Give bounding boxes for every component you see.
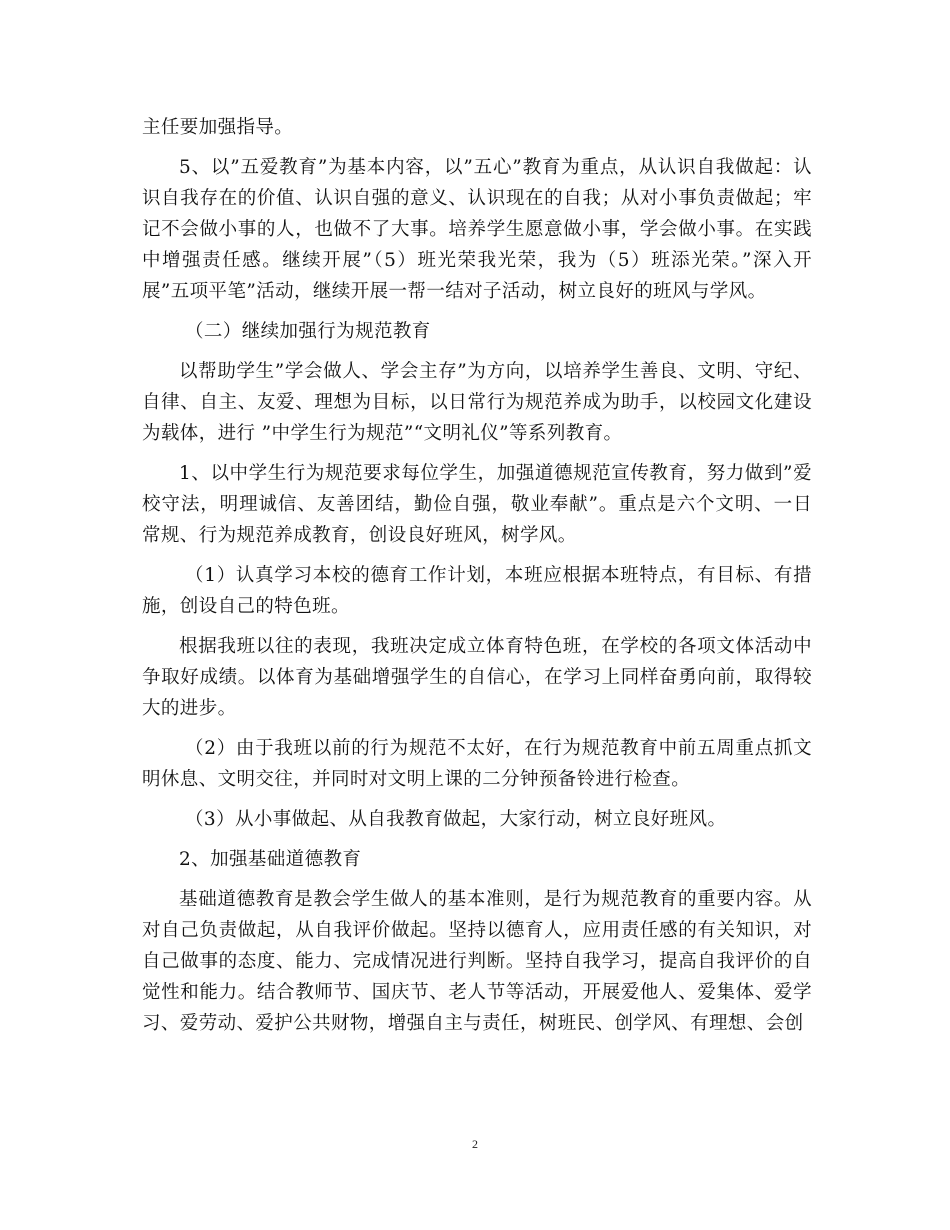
- paragraph-subitem-3: （3）从小事做起、从自我教育做起，大家行动，树立良好班风。: [185, 809, 727, 830]
- paragraph-item-2-heading: 2、加强基础道德教育: [179, 849, 362, 870]
- section-heading-behavior-norms: （二）继续加强行为规范教育: [185, 321, 431, 342]
- paragraph-subitem-1: （1）认真学习本校的德育工作计划，本班应根据本班特点，有目标、有措施，创设自己的特色班。: [142, 565, 812, 617]
- paragraph-five-loves: 5、以”五爱教育”为基本内容，以”五心”教育为重点，从认识自我做起：认识自我存在的价值、认识自强的意义、认识现在的自我；从对小事负责做起；牢记不会做小事的人，也做不了大事。培养学生愿意做小事，学会做小事。在实践中增强责任感。继续开展”（5）班光荣我光荣，我为（5）班添光荣。”深入开展”五项平笔”活动，继续开展一帮一结对子活动，树立良好的班风与学风。: [142, 157, 812, 302]
- page-number: 2: [472, 1137, 478, 1151]
- paragraph-sports-class: 根据我班以往的表现，我班决定成立体育特色班，在学校的各项文体活动中争取好成绩。以体育为基础增强学生的自信心，在学习上同样奋勇向前，取得较大的进步。: [142, 636, 812, 719]
- paragraph-subitem-2: （2）由于我班以前的行为规范不太好，在行为规范教育中前五周重点抓文明休息、文明交往，并同时对文明上课的二分钟预备铃进行检查。: [142, 738, 812, 790]
- document-body: [142, 112, 812, 1039]
- paragraph-basic-moral-education: 基础道德教育是教会学生做人的基本准则，是行为规范教育的重要内容。从对自己负责做起，从自我评价做起。坚持以德育人，应用责任感的有关知识，对自己做事的态度、能力、完成情况进行判断。坚持自我学习，提高自我评价的自觉性和能力。结合教师节、国庆节、老人节等活动，开展爱他人、爱集体、爱学习、爱劳动、爱护公共财物，增强自主与责任，树班民、创学风、有理想、会创: [142, 889, 812, 1034]
- paragraph-behavior-intro: 以帮助学生”学会做人、学会主存”为方向，以培养学生善良、文明、守纪、自律、自主、友爱、理想为目标，以日常行为规范养成为助手，以校园文化建设为载体，进行 ”中学生行为规范”“文明礼仪”等系列教育。: [142, 361, 812, 444]
- paragraph-item-1: 1、以中学生行为规范要求每位学生，加强道德规范宣传教育，努力做到”爱校守法，明理诚信、友善团结，勤俭自强，敬业奉献”。重点是六个文明、一日常规、行为规范养成教育，创设良好班风，树学风。: [142, 463, 812, 546]
- paragraph-continuation: 主任要加强指导。: [142, 117, 294, 138]
